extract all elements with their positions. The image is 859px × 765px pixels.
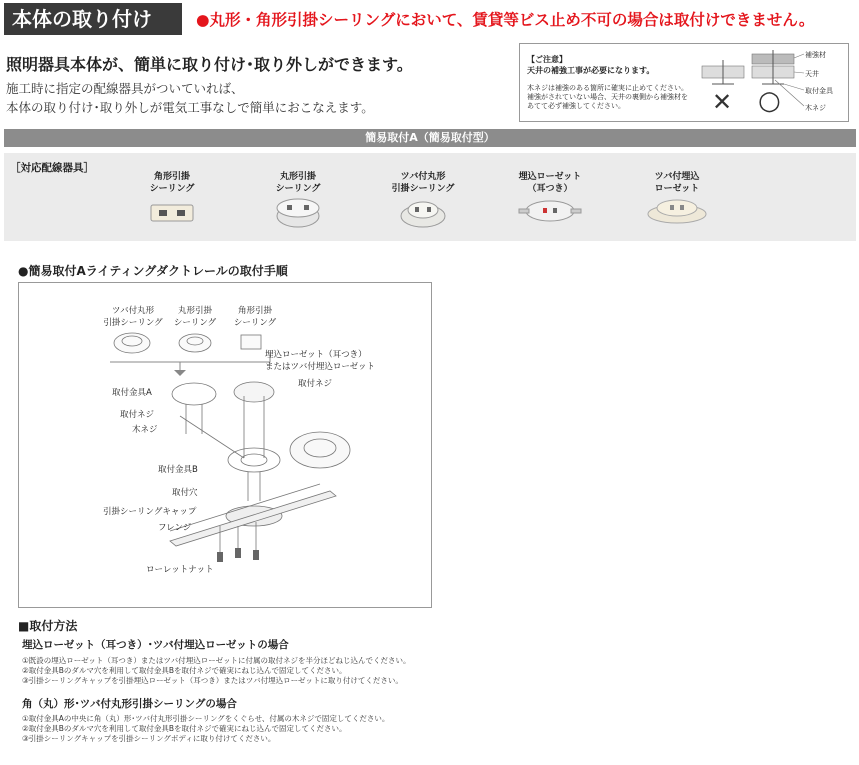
label-screw-right: 取付ネジ [298,379,333,389]
embedded-rosette-icon [517,196,583,226]
label-hole: 取付穴 [172,488,198,498]
label-flange: フレンジ [158,523,192,533]
caution-label-wood-screw: 木ネジ [805,104,826,112]
device-label-flanged-round: ツバ付丸形 引掛シーリング [391,172,455,194]
method-section-2-title: 角（丸）形･ツバ付丸形引掛シーリングの場合 [22,698,237,710]
label-knurl-nut: ローレットナット [146,565,214,575]
diagram-device-3: 角形引掛 シーリング [233,306,277,328]
flanged-round-ceiling-icon [398,194,448,230]
device-label-square: 角形引掛 シーリング [149,172,195,194]
label-bracket-b: 取付金具B [158,465,198,475]
intro-line-2: 本体の取り付け･取り外しが電気工事なしで簡単におこなえます。 [6,100,374,115]
ng-mark: ✕ [712,88,733,116]
page-title: 本体の取り付け [4,3,182,35]
ok-mark: ○ [758,86,781,116]
warning-text: ●丸形・角形引掛シーリングにおいて、賃貸等ビス止め不可の場合は取付けできません。 [196,11,815,29]
label-rosette-1: 埋込ローゼット（耳つき） [265,350,367,360]
label-cap: 引掛シーリングキャップ [103,507,197,517]
caution-line-1: 木ネジは補強のある箇所に確実に止めてください。 [527,84,688,92]
method-section-2-step-3: ③引掛シーリングキャップを引掛シーリングボディに取り付けてください。 [22,734,276,743]
diagram-device-1: ツバ付丸形 引掛シーリング [103,306,163,328]
caution-subtitle: 天井の補強工事が必要になります。 [527,66,655,75]
label-wood-screw: 木ネジ [132,425,158,435]
flanged-rosette-icon [644,194,710,226]
method-title: ■取付方法 [18,619,78,633]
caution-title: 【ご注意】 [527,55,567,64]
method-section-1-step-3: ③引掛シーリングキャップを引掛埋込ローゼット（耳つき）またはツバ付埋込ローゼットに取り付けてください。 [22,676,403,685]
label-bracket-a: 取付金具A [112,388,152,398]
wiring-label: ［対応配線器具］ [10,162,94,174]
method-section-1-step-1: ①既設の埋込ローゼット（耳つき）またはツバ付埋込ローゼットに付属の取付ネジを半分ほどねじ込んでください。 [22,656,411,665]
caution-label-ceiling: 天井 [805,70,819,78]
method-section-2-step-2: ②取付金具Bのダルマ穴を利用して取付金具Bを取付ネジで確実にねじ込んで固定してください。 [22,724,347,733]
caution-line-3: あてて必ず補強してください。 [527,102,625,110]
round-ceiling-icon [273,194,323,230]
label-rosette-2: またはツバ付埋込ローゼット [265,362,375,372]
method-section-2-step-1: ①取付金具Aの中央に角（丸）形･ツバ付丸形引掛シーリングをくぐらせ、付属の木ネジで固定してください。 [22,714,390,723]
label-screw-left: 取付ネジ [120,410,155,420]
device-label-round: 丸形引掛 シーリング [275,172,321,194]
square-ceiling-icon [147,197,197,227]
method-section-1-title: 埋込ローゼット（耳つき）･ツバ付埋込ローゼットの場合 [22,639,289,651]
method-section-1-step-2: ②取付金具Bのダルマ穴を利用して取付金具Bを取付ネジで確実にねじ込んで固定してください。 [22,666,347,675]
intro-headline: 照明器具本体が、簡単に取り付け･取り外しができます。 [6,55,413,74]
section-bar: 簡易取付A（簡易取付型） [4,129,856,147]
device-label-embedded-rosette: 埋込ローゼット （耳つき） [518,172,582,194]
intro-line-1: 施工時に指定の配線器具がついていれば、 [6,81,244,96]
device-label-flanged-rosette: ツバ付埋込 ローゼット [654,172,700,194]
caution-line-2: 補強がされていない場合、天井の裏側から補強材を [527,93,688,101]
diagram-device-2: 丸形引掛 シーリング [173,306,217,328]
caution-label-bracket: 取付金具 [805,87,833,95]
procedure-title: ●簡易取付Aライティングダクトレールの取付手順 [18,264,288,278]
caution-label-reinforcement: 補強材 [805,51,826,59]
